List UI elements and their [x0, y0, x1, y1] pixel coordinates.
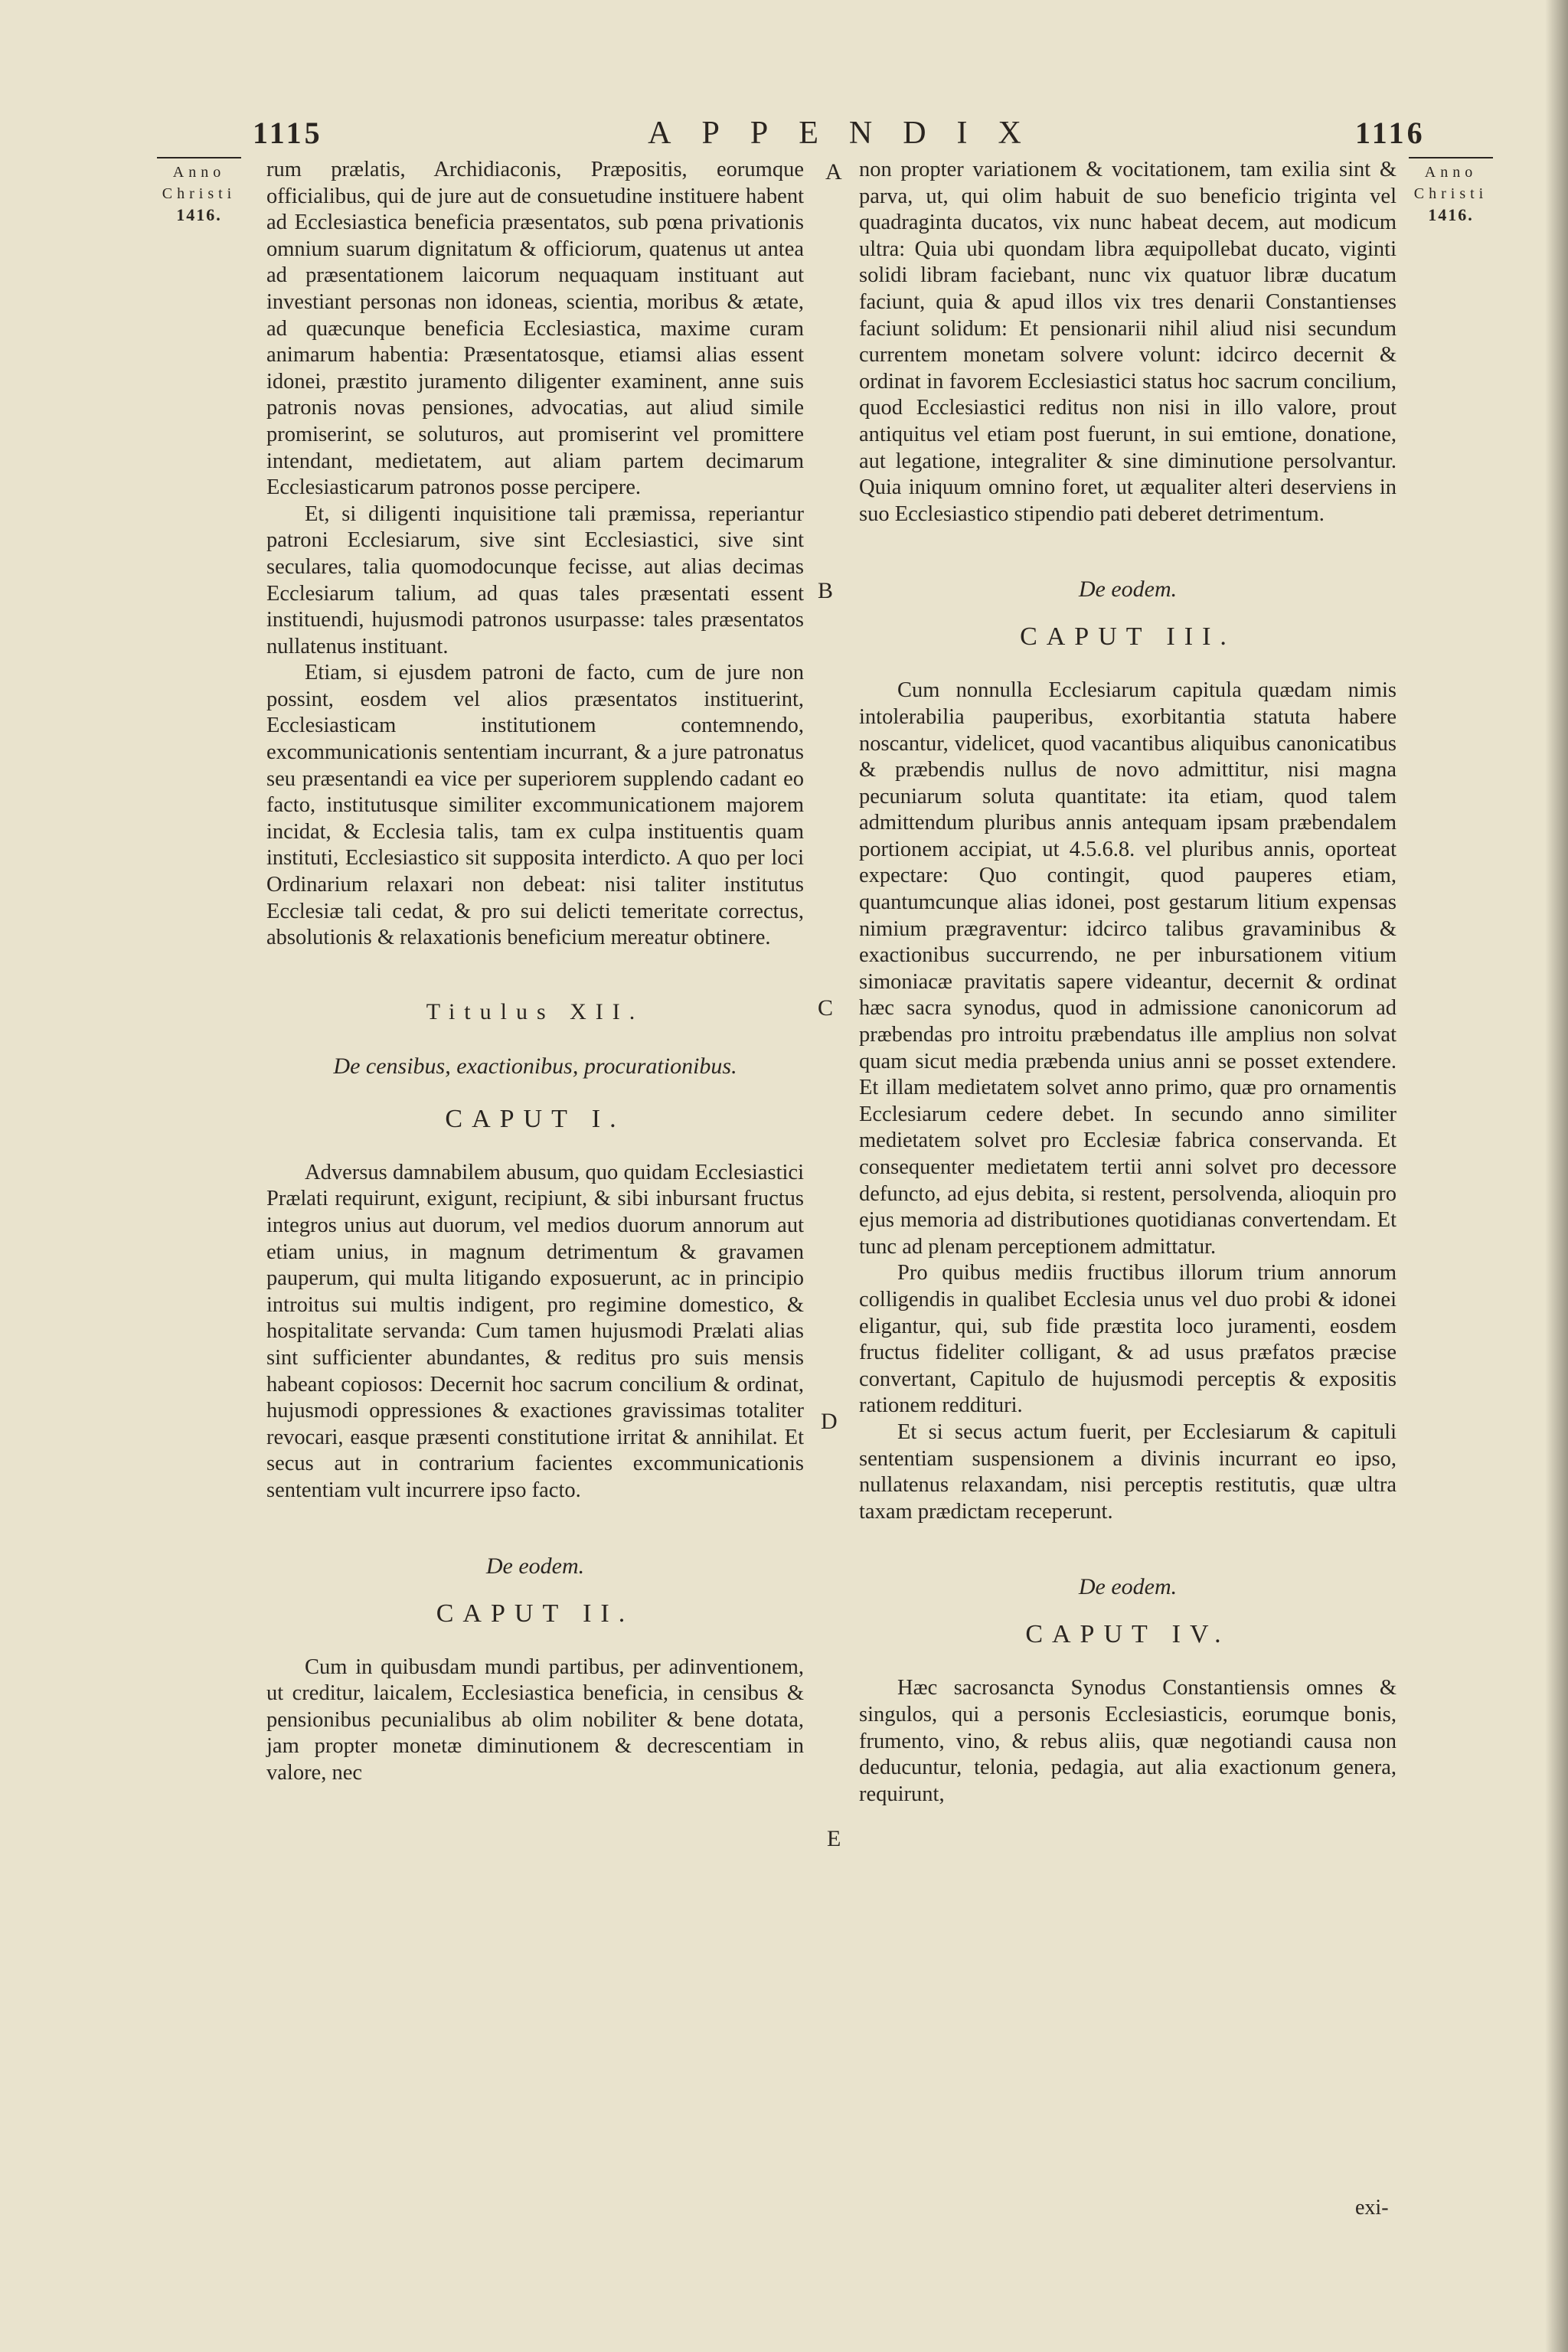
caput-heading: CAPUT III. [1020, 622, 1236, 652]
margin-word-christi: Christi [1413, 185, 1488, 202]
caput-heading: CAPUT I. [445, 1104, 626, 1133]
paragraph: Adversus damnabilem abusum, quo quidam Ecclesiastici Prælati requirunt, exigunt, recipiunt, & sibi inbursant fructus integros unius aut duorum, vel medios duorum annorum aut etiam unius, in magnum detrimentum & gravamen pauperum, qui multa litigando exposuerunt, ac in principio introitus sui multis indigent, pro regimine domestico, & hospitalitate servanda: Cum tamen hujusmodi Prælati alias sint sufficienter abundantes, & reditus pro suis mensis habeant copiosos: Decernit hoc sacrum concilium & ordinat, hujusmodi oppressiones & exactiones gravissimas totaliter revocari, easque præsenti constitutione irritat & annihilat. Et secus aut in contrarium facientes excommunicationis sententiam vult incurrere ipso facto. [266, 1160, 804, 1502]
de-eodem-heading: De eodem. [1078, 1574, 1178, 1600]
margin-rule [1409, 157, 1493, 158]
paragraph: Etiam, si ejusdem patroni de facto, cum de jure non possint, eosdem vel alios præsentatos instituerint, Ecclesiasticam institutionem contemnendo, excommunicationis sententiam incurrant, & a jure patronatus seu præsentandi ea vice per superiorem supplendo cadant eo facto, institutusque similiter excommunicationem majorem incidat, & Ecclesia talis, tam ex culpa instituentis quam instituti, Ecclesiastico sit supposita interdicto. A quo per loci Ordinarium relaxari non debeat: nisi taliter institutus Ecclesiæ tali cedat, & pro sui delicti temeritate correctus, absolutionis & relaxationis beneficium mereatur obtinere. [266, 661, 804, 950]
paragraph: Et si secus actum fuerit, per Ecclesiarum & capituli sententiam suspensionem a divinis incurrant eo ipso, nullatenus relaxandam, nisi perceptis restitutis, quæ ultra taxam prædictam receperunt. [859, 1419, 1396, 1524]
margin-word-christi: Christi [162, 185, 237, 202]
section-marker-e: E [827, 1826, 841, 1851]
section-marker-d: D [821, 1409, 838, 1434]
page-header [0, 115, 1568, 161]
titulus-heading: Titulus XII. [426, 998, 645, 1024]
paragraph: Hæc sacrosancta Synodus Constantiensis omnes & singulos, qui a personis Ecclesiasticis, eorumque bonis, frumento, vino, & rebus aliis, quæ negotiandi causa non deducuntur, telonia, pedagia, aut alia exactionum genera, requirunt, [859, 1676, 1396, 1806]
page-number-right: 1116 [1355, 116, 1426, 150]
paragraph: rum prælatis, Archidiaconis, Præpositis, eorumque officialibus, qui de jure aut de consuetudine instituere habent ad Ecclesiastica beneficia præsentatos, sub pœna privationis omnium suarum dignitatum & officiorum, quatenus ut antea ad præsentationem laicorum nequaquam instituant aut investiant personas non idoneas, scientia, moribus & ætate, ad quæcunque beneficia Ecclesiastica, maxime curam animarum habentia: Præsentatosque, etiamsi alias essent idonei, præstito juramento diligenter examinent, anne suis patronis novas pensiones, advocatias, aut aliud simile promiserint, se soluturos, aut promiserint vel promittere intendant, medietatem, aut aliam partem decimarum Ecclesiasticarum patronos posse percipere. [266, 158, 804, 500]
paragraph: Pro quibus mediis fructibus illorum trium annorum colligendis in qualibet Ecclesia unus vel duo probi & idonei eligantur, qui, sub fide præstita loco juramenti, eosdem fructus fideliter colligant, & ad usus præfatos præcise convertant, Capitulo de hujusmodi perceptis & expositis rationem reddituri. [859, 1261, 1396, 1418]
titulus-subheading: De censibus, exactionibus, procurationibus. [333, 1053, 737, 1079]
paragraph: Et, si diligenti inquisitione tali præmissa, reperiantur patroni Ecclesiarum, sive sint Ecclesiastici, sive sint seculares, talia quomodocunque fecisse, aut alias decimas Ecclesiarum talium, ad quas tales præsentati essent instituendi, hujusmodi patronos usurpasse: tales præsentatos nullatenus instituant. [266, 501, 804, 658]
page-number-left: 1115 [253, 116, 323, 150]
paragraph: Cum in quibusdam mundi partibus, per adinventionem, ut creditur, laicalem, Ecclesiastica beneficia, in censibus & pensionibus pecunialibus ab olim nobiliter & bene dotata, jam propter monetæ diminutionem & decrescentiam in valore, nec [266, 1655, 804, 1785]
margin-year: 1416. [176, 205, 222, 224]
paragraph: Cum nonnulla Ecclesiarum capitula quædam nimis intolerabilia pauperibus, exorbitantia statuta habere noscantur, videlicet, quod vacantibus aliquibus canonicatibus & præbendis nullus de novo admittitur, nisi magna pecuniarum soluta quantitate: ita etiam, quod talem admittendum pluribus annis antequam ipsam præbendalem portionem accipiat, ut 4.5.6.8. vel pluribus annis, oporteat expectare: Quo contingit, quod pauperes etiam, quantumcunque alias idonei, post gestarum litium expensas nimium prægraventur: idcirco talibus gravaminibus & exactionibus succurrendo, ne per inbursationem vitium simoniacæ pravitatis sapere videantur, decernit & ordinat hæc sacra synodus, quod in admissione canonicorum ad præbendas pro introitu præbendatus ille amplius non solvat quam sicut media præbenda unius anni se posset extendere. Et illam medietatem solvet anno primo, quæ pro ornamentis Ecclesiarum cedere debet. In secundo anno similiter medietatem solvet pro Ecclesiæ fabrica conservanda. Et consequenter medietatem tertii anni solvet pro decessore defuncto, ad ejus debita, si restent, persolvenda, alioquin pro ejus memoria ad distributiones quotidianas convertendam. Et tunc ad plenam perceptionem admittatur. [859, 678, 1396, 1259]
catchword: exi- [1355, 2196, 1389, 2220]
margin-note-right [1409, 157, 1493, 226]
right-column [859, 157, 1396, 1808]
paragraph: non propter variationem & vocitationem, tam exilia sint & parva, ut, qui olim habuit de suo beneficio triginta vel quadraginta ducatos, vix nunc habeat decem, aut modicum ultra: Quia ubi quondam libra æquipollebat ducato, viginti solidi libram faciebant, nunc vix quatuor libræ ducatum faciunt, quia & apud illos vix tres denarii Constantienses faciunt solidum: Et pensionarii nihil aliud nisi secundum currentem monetam solvere volunt: idcirco decernit & ordinat in favorem Ecclesiastici status hoc sacrum concilium, quod Ecclesiastici reditus non nisi in illo valore, prout antiquitus vel etiam post fuerunt, in sui emtione, donatione, aut legatione, integraliter & sine diminutione persolvantur. Quia iniquum omnino foret, ut æqualiter alteri deserviens in suo Ecclesiastico stipendio pati deberet detrimentum. [859, 158, 1396, 526]
margin-word-anno: Anno [172, 164, 226, 181]
margin-note-left [157, 157, 241, 226]
section-marker-b: B [818, 578, 834, 603]
de-eodem-heading: De eodem. [485, 1553, 585, 1579]
running-title: APPENDIX [648, 116, 1052, 151]
section-marker-a: A [825, 159, 842, 185]
margin-year: 1416. [1428, 205, 1474, 224]
left-column [266, 157, 804, 1787]
caput-heading: CAPUT IV. [1025, 1620, 1230, 1649]
caput-heading: CAPUT II. [436, 1599, 635, 1628]
section-marker-c: C [818, 995, 834, 1021]
margin-word-anno: Anno [1424, 164, 1478, 181]
margin-rule [157, 157, 241, 158]
de-eodem-heading: De eodem. [1078, 577, 1178, 603]
page-edge-shadow [1545, 0, 1568, 2352]
